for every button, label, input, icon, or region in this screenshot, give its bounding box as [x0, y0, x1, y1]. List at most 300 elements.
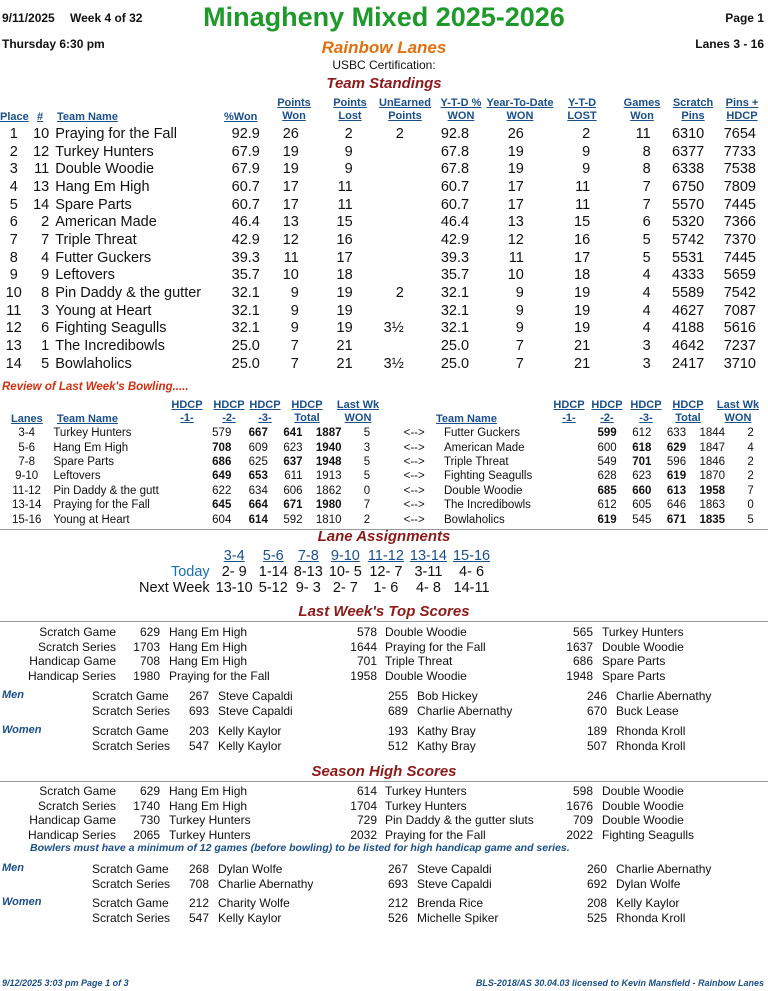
review-lanes: 7-8	[18, 455, 35, 468]
score-value: 1704	[350, 798, 377, 813]
team-name: Double Woodie	[602, 798, 684, 813]
review-team-right: Double Woodie	[444, 484, 523, 497]
review-score-right: 612	[632, 427, 652, 440]
standings-unearned-points	[365, 196, 424, 214]
standings-place: 3	[9, 161, 18, 178]
review-score-left: 634	[248, 484, 268, 497]
review-lanes: 5-6	[18, 441, 35, 454]
score-value: 507	[586, 738, 607, 753]
standings-row	[0, 196, 768, 214]
standings-team-number: 14	[33, 196, 50, 213]
standings-ytd-won: 9	[515, 320, 524, 337]
team-name: Double Woodie	[602, 784, 684, 798]
col-points-lost: Points Lost	[333, 97, 367, 122]
review-score-left: 1810	[315, 513, 342, 526]
standings-games-won: 8	[642, 143, 651, 160]
review-score-right: 599	[597, 427, 617, 440]
score-category: Scratch Series	[92, 910, 171, 925]
bowler-name: Buck Lease	[616, 703, 679, 718]
standings-place: 5	[9, 196, 18, 213]
bowler-name: Charlie Abernathy	[218, 876, 314, 891]
score-value: 693	[188, 703, 209, 718]
review-col-h3-right: HDCP -3-	[630, 399, 662, 424]
standings-points-won: 12	[282, 231, 299, 248]
review-score-right: 660	[632, 484, 652, 497]
bowler-name: Rhonda Kroll	[616, 910, 686, 925]
team-name: Turkey Hunters	[385, 784, 467, 798]
standings-points-lost: 18	[336, 267, 353, 284]
men-label: Men	[2, 689, 24, 701]
score-value: 730	[139, 813, 160, 827]
team-name: Turkey Hunters	[169, 813, 251, 827]
standings-pct-won: 67.9	[231, 161, 260, 178]
team-name: Triple Threat	[385, 654, 453, 668]
score-value: 693	[387, 876, 408, 891]
bowler-name: Kelly Kaylor	[218, 738, 282, 753]
standings-pins-hdcp: 7087	[723, 302, 756, 319]
standings-unearned-points	[365, 178, 424, 196]
score-value: 189	[586, 724, 607, 738]
lane-pair-header: 3-4	[223, 548, 245, 564]
standings-ytd-pct: 32.1	[440, 320, 470, 337]
score-value: 692	[586, 876, 607, 891]
standings-unearned-points	[365, 160, 424, 178]
standings-ytd-won: 19	[507, 143, 524, 160]
review-won-right: 0	[747, 499, 754, 512]
standings-points-won: 17	[282, 196, 299, 213]
standings-ytd-lost: 2	[582, 125, 591, 142]
review-score-left: 1948	[315, 455, 342, 468]
review-team-right: Fighting Seagulls	[444, 470, 533, 483]
league-title: Minagheny Mixed 2025-2026	[203, 2, 565, 32]
standings-points-won: 9	[290, 285, 299, 302]
bowler-name: Dylan Wolfe	[616, 876, 681, 891]
col-place: Place	[0, 111, 29, 123]
score-category: Scratch Game	[92, 689, 169, 703]
review-score-left: 671	[283, 499, 303, 512]
team-name: Turkey Hunters	[602, 625, 684, 639]
review-team-left: Praying for the Fall	[53, 499, 150, 512]
review-team-right: Triple Threat	[444, 455, 509, 468]
review-team-left: Hang Em High	[53, 441, 129, 454]
standings-pct-won: 32.1	[231, 302, 260, 319]
review-score-right: 623	[632, 470, 652, 483]
review-team-right: American Made	[444, 441, 525, 454]
score-value: 267	[188, 689, 209, 703]
review-score-right: 633	[666, 427, 687, 440]
today-label: Today	[170, 564, 210, 580]
standings-unearned-points	[365, 249, 424, 267]
standings-unearned-points: 2	[395, 125, 404, 142]
next-matchup: 5-12	[258, 580, 288, 596]
standings-ytd-won: 17	[507, 178, 524, 195]
review-team-left: Pin Daddy & the gutt	[53, 484, 159, 497]
review-score-left: 667	[248, 427, 268, 440]
standings-points-won: 11	[283, 249, 299, 266]
standings-pct-won: 25.0	[231, 355, 260, 372]
score-value: 1637	[566, 639, 593, 654]
standings-ytd-pct: 60.7	[440, 178, 470, 195]
bowler-name: Steve Capaldi	[218, 703, 293, 718]
score-category: Scratch Game	[39, 784, 116, 798]
review-score-left: 1887	[315, 427, 342, 440]
standings-ytd-pct: 35.7	[440, 267, 470, 284]
standings-ytd-lost: 9	[582, 161, 591, 178]
standings-points-won: 17	[282, 178, 299, 195]
standings-points-lost: 2	[344, 125, 353, 142]
lane-pair-header: 13-14	[409, 548, 447, 564]
standings-ytd-won: 19	[507, 161, 524, 178]
review-score-right: 1844	[699, 427, 726, 440]
standings-team-number: 6	[41, 320, 50, 337]
standings-scratch-pins: 5742	[671, 231, 705, 248]
review-score-right: 619	[597, 513, 617, 526]
review-score-right: 628	[597, 470, 617, 483]
col-games-won: Games Won	[623, 97, 661, 122]
standings-scratch-pins: 4627	[671, 302, 705, 319]
col-pins-hdcp: Pins + HDCP	[725, 97, 759, 122]
score-category: Handicap Game	[29, 654, 116, 668]
standings-points-lost: 16	[336, 231, 353, 248]
eligibility-note: Bowlers must have a minimum of 12 games (before bowling) to be listed for high handicap game and series.	[30, 842, 570, 854]
bowler-name: Charlie Abernathy	[616, 862, 712, 876]
versus-arrow: <-->	[403, 441, 425, 454]
score-value: 212	[387, 896, 408, 910]
review-col-won-right: Last Wk WON	[716, 399, 760, 424]
team-name: Hang Em High	[169, 639, 248, 654]
standings-unearned-points	[365, 213, 424, 231]
versus-arrow: <-->	[403, 470, 425, 483]
today-matchup: 1-14	[258, 564, 288, 580]
standings-games-won: 5	[642, 249, 651, 266]
standings-points-lost: 9	[344, 161, 353, 178]
score-value: 1740	[133, 798, 160, 813]
team-name: Praying for the Fall	[385, 827, 486, 842]
standings-ytd-pct: 39.3	[440, 249, 470, 266]
today-matchup: 3-11	[414, 564, 443, 580]
standings-games-won: 5	[642, 231, 651, 248]
review-score-left: 653	[248, 470, 268, 483]
standings-scratch-pins: 5320	[671, 214, 705, 231]
review-score-left: 1913	[315, 470, 342, 483]
team-name: Double Woodie	[602, 639, 684, 654]
standings-place: 9	[9, 267, 18, 284]
standings-row	[0, 249, 768, 267]
standings-unearned-points: 3½	[383, 320, 404, 337]
standings-team-name: Double Woodie	[55, 161, 155, 178]
score-value: 614	[356, 784, 377, 798]
review-score-left: 1940	[315, 441, 342, 454]
review-score-left: 579	[212, 427, 232, 440]
today-matchup: 8-13	[293, 564, 323, 580]
next-matchup: 9- 3	[295, 580, 321, 596]
lane-pair-header: 15-16	[452, 548, 491, 564]
review-lanes: 13-14	[11, 499, 42, 512]
score-category: Scratch Game	[92, 724, 169, 738]
score-value: 708	[188, 876, 209, 891]
review-won-right: 2	[747, 427, 754, 440]
review-score-left: 664	[248, 499, 268, 512]
review-col-total-right: HDCP Total	[672, 399, 704, 424]
score-value: 729	[356, 813, 377, 827]
standings-team-name: Futter Guckers	[55, 249, 152, 266]
review-score-right: 629	[666, 441, 687, 454]
standings-row	[0, 320, 768, 338]
standings-ytd-won: 9	[515, 302, 524, 319]
standings-ytd-pct: 25.0	[440, 338, 470, 355]
col-ytd-pct: Y-T-D % WON	[440, 97, 482, 122]
review-won-right: 2	[747, 455, 754, 468]
standings-place: 4	[9, 178, 18, 195]
standings-team-name: Triple Threat	[55, 231, 137, 248]
standings-scratch-pins: 6338	[671, 161, 705, 178]
standings-ytd-won: 10	[507, 267, 524, 284]
standings-pins-hdcp: 5659	[723, 267, 756, 284]
standings-place: 14	[5, 355, 22, 372]
score-value: 1676	[566, 798, 593, 813]
standings-pins-hdcp: 3710	[723, 355, 756, 372]
review-row	[0, 440, 768, 454]
review-col-h2-right: HDCP -2-	[591, 399, 623, 424]
standings-points-lost: 19	[336, 320, 353, 337]
standings-pins-hdcp: 7445	[723, 249, 756, 266]
standings-team-number: 13	[33, 178, 50, 195]
standings-ytd-lost: 17	[574, 249, 591, 266]
standings-team-name: Spare Parts	[55, 196, 132, 213]
day-time: Thursday 6:30 pm	[2, 37, 105, 51]
review-col-h2-left: HDCP -2-	[213, 399, 245, 424]
standings-points-won: 19	[282, 143, 299, 160]
standings-points-lost: 11	[337, 196, 353, 213]
standings-title: Team Standings	[326, 75, 442, 92]
team-name: Hang Em High	[169, 798, 248, 813]
review-won-left: 5	[363, 470, 371, 483]
standings-scratch-pins: 5531	[671, 249, 705, 266]
review-score-left: 1862	[315, 484, 342, 497]
standings-unearned-points	[365, 267, 424, 285]
lane-pair-header: 7-8	[297, 548, 319, 564]
col-points-won: Points Won	[277, 97, 311, 122]
standings-unearned-points: 3½	[383, 355, 404, 372]
review-team-left: Turkey Hunters	[53, 427, 132, 440]
standings-points-won: 13	[282, 214, 299, 231]
standings-ytd-lost: 19	[574, 320, 591, 337]
review-score-left: 708	[212, 441, 232, 454]
standings-scratch-pins: 4642	[671, 338, 705, 355]
score-category: Scratch Series	[37, 798, 116, 813]
standings-team-number: 8	[41, 285, 50, 302]
standings-table	[0, 125, 768, 373]
bowler-name: Steve Capaldi	[417, 862, 492, 876]
review-lanes: 3-4	[18, 427, 35, 440]
standings-points-lost: 21	[336, 355, 353, 372]
review-score-right: 1870	[699, 470, 726, 483]
review-team-right: Bowlaholics	[444, 513, 505, 526]
standings-scratch-pins: 4188	[671, 320, 705, 337]
review-score-left: 614	[248, 513, 268, 526]
score-category: Scratch Game	[39, 625, 116, 639]
score-category: Scratch Game	[92, 862, 169, 876]
review-score-right: 596	[666, 455, 687, 468]
today-matchup: 2- 9	[221, 564, 247, 580]
team-name: Double Woodie	[602, 813, 684, 827]
review-score-right: 600	[597, 441, 617, 454]
score-value: 193	[387, 724, 408, 738]
standings-points-won: 9	[290, 320, 299, 337]
score-category: Handicap Series	[27, 668, 116, 683]
review-score-right: 671	[666, 513, 687, 526]
col-pct-won: %Won	[224, 111, 258, 123]
standings-ytd-lost: 9	[582, 143, 591, 160]
today-matchup: 10- 5	[328, 564, 362, 580]
standings-team-name: Hang Em High	[55, 178, 150, 195]
col-team-name: Team Name	[57, 111, 118, 123]
standings-row	[0, 267, 768, 285]
standings-points-lost: 15	[336, 214, 353, 231]
standings-team-number: 7	[41, 231, 50, 248]
review-score-left: 622	[212, 484, 232, 497]
standings-games-won: 4	[642, 285, 651, 302]
score-value: 525	[586, 910, 607, 925]
score-value: 547	[188, 738, 209, 753]
team-name: Spare Parts	[602, 654, 666, 668]
next-matchup: 4- 8	[415, 580, 441, 596]
standings-ytd-won: 17	[507, 196, 524, 213]
score-value: 526	[387, 910, 408, 925]
bowler-name: Kathy Bray	[417, 724, 476, 738]
score-value: 512	[387, 738, 408, 753]
next-matchup: 14-11	[453, 580, 490, 596]
divider	[0, 621, 768, 622]
standings-points-lost: 9	[344, 143, 353, 160]
team-name: Spare Parts	[602, 668, 666, 683]
standings-unearned-points	[365, 143, 424, 161]
versus-arrow: <-->	[403, 484, 425, 497]
col-unearned: UnEarned Points	[379, 97, 431, 122]
standings-team-number: 10	[33, 125, 50, 142]
standings-team-name: Turkey Hunters	[55, 143, 154, 160]
score-value: 629	[139, 784, 160, 798]
bowler-name: Kathy Bray	[417, 738, 476, 753]
standings-place: 8	[9, 249, 18, 266]
standings-ytd-pct: 32.1	[440, 302, 470, 319]
standings-pct-won: 60.7	[231, 196, 260, 213]
review-lanes: 9-10	[15, 470, 39, 483]
review-score-right: 646	[666, 499, 687, 512]
standings-row	[0, 213, 768, 231]
review-score-left: 686	[212, 455, 232, 468]
review-col-team-right: Team Name	[436, 413, 497, 425]
review-score-right: 613	[666, 484, 687, 497]
score-value: 1958	[350, 668, 377, 683]
standings-team-name: Pin Daddy & the gutter	[55, 285, 202, 302]
standings-place: 11	[6, 302, 22, 319]
lanes-range: Lanes 3 - 16	[695, 37, 764, 51]
score-category: Scratch Series	[92, 703, 171, 718]
standings-pins-hdcp: 7445	[723, 196, 756, 213]
score-value: 708	[139, 654, 160, 668]
standings-team-name: American Made	[55, 214, 157, 231]
score-value: 686	[572, 654, 593, 668]
standings-pct-won: 32.1	[231, 320, 260, 337]
review-score-right: 619	[666, 470, 687, 483]
score-value: 629	[139, 625, 160, 639]
col-ytd-won: Year-To-Date WON	[486, 97, 554, 122]
season-high-title: Season High Scores	[311, 763, 457, 780]
review-score-left: 625	[248, 455, 268, 468]
review-row	[0, 484, 768, 498]
standings-ytd-won: 13	[507, 214, 524, 231]
score-value: 709	[572, 813, 593, 827]
review-score-left: 611	[284, 470, 303, 483]
standings-scratch-pins: 6310	[671, 125, 705, 142]
standings-team-number: 9	[41, 267, 50, 284]
standings-row	[0, 355, 768, 373]
score-value: 260	[586, 862, 607, 876]
col-ytd-lost: Y-T-D LOST	[567, 97, 597, 122]
standings-pins-hdcp: 7366	[723, 214, 756, 231]
bowling-center: Rainbow Lanes	[321, 38, 447, 57]
standings-row	[0, 178, 768, 196]
standings-games-won: 7	[642, 196, 651, 213]
bowler-name: Steve Capaldi	[218, 689, 293, 703]
standings-unearned-points	[365, 302, 424, 320]
review-won-right: 2	[747, 470, 754, 483]
standings-place: 10	[5, 285, 22, 302]
standings-unearned-points	[365, 337, 424, 355]
standings-ytd-won: 7	[515, 355, 524, 372]
bowler-name: Brenda Rice	[417, 896, 484, 910]
review-score-right: 605	[632, 499, 652, 512]
standings-points-lost: 21	[336, 338, 353, 355]
standings-games-won: 3	[642, 355, 651, 372]
review-score-right: 685	[597, 484, 617, 497]
standings-scratch-pins: 6377	[671, 143, 705, 160]
standings-games-won: 4	[642, 302, 651, 319]
standings-scratch-pins: 5570	[671, 196, 705, 213]
standings-team-name: Young at Heart	[55, 302, 152, 319]
score-value: 689	[387, 703, 408, 718]
standings-ytd-won: 7	[515, 338, 524, 355]
standings-points-won: 26	[282, 125, 299, 142]
score-category: Scratch Series	[37, 639, 116, 654]
review-score-left: 623	[283, 441, 303, 454]
standings-ytd-lost: 15	[574, 214, 591, 231]
standings-ytd-lost: 21	[574, 338, 591, 355]
standings-place: 13	[5, 338, 22, 355]
standings-ytd-pct: 25.0	[440, 355, 470, 372]
standings-ytd-pct: 46.4	[440, 214, 470, 231]
standings-place: 2	[9, 143, 18, 160]
review-row	[0, 469, 768, 483]
standings-row	[0, 231, 768, 249]
standings-pins-hdcp: 7538	[723, 161, 756, 178]
certification: USBC Certification:	[332, 58, 436, 72]
versus-arrow: <-->	[403, 499, 425, 512]
footer-left: 9/12/2025 3:03 pm Page 1 of 3	[2, 978, 129, 988]
page-number: Page 1	[725, 11, 764, 25]
review-team-right: The Incredibowls	[444, 499, 531, 512]
standings-ytd-lost: 16	[574, 231, 591, 248]
review-score-right: 549	[597, 455, 617, 468]
score-value: 2022	[566, 827, 593, 842]
versus-arrow: <-->	[403, 427, 425, 440]
standings-place: 1	[9, 125, 18, 142]
standings-pct-won: 67.9	[231, 143, 260, 160]
score-value: 1703	[133, 639, 160, 654]
col-number: #	[37, 111, 44, 123]
score-value: 598	[572, 784, 593, 798]
